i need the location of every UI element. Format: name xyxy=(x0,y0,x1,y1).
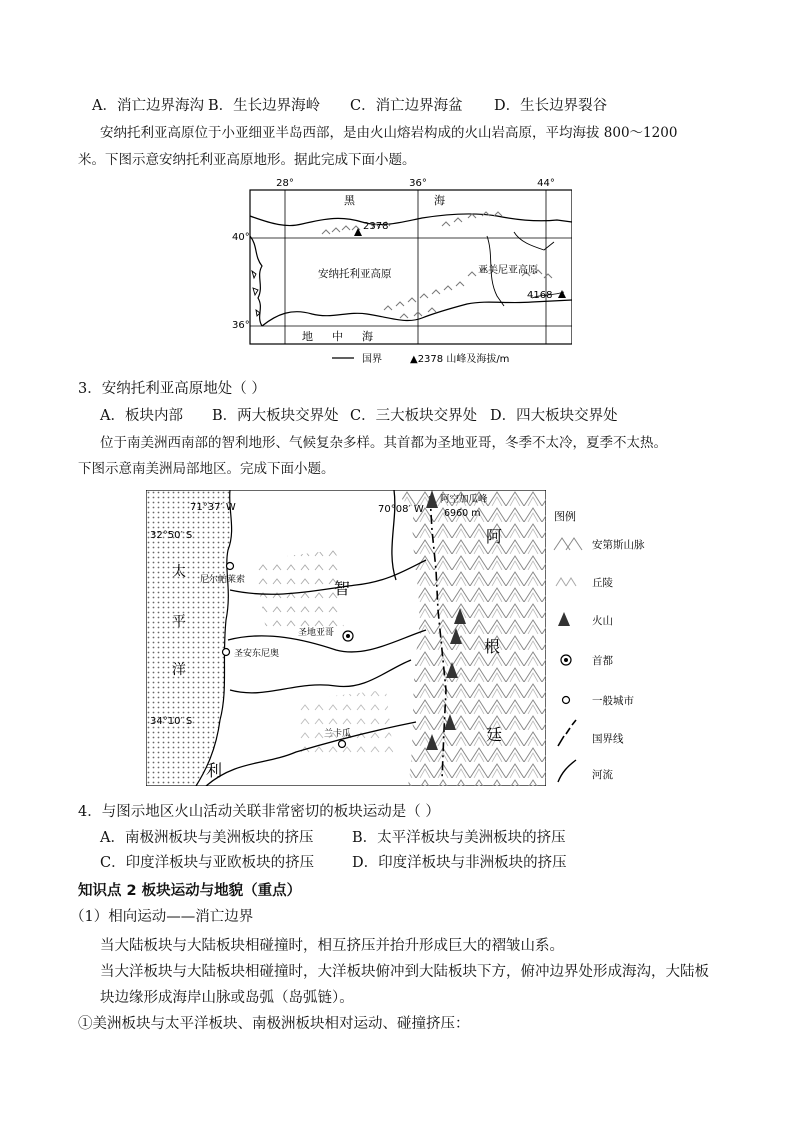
black-sea-label-1: 黑 xyxy=(344,194,355,207)
knowledge-p3: ①美洲板块与太平洋板块、南极洲板块相对运动、碰撞挤压： xyxy=(78,1016,470,1032)
legend-border-label-2: 国界线 xyxy=(592,733,624,745)
q2-option-a: A．消亡边界海沟 xyxy=(92,98,204,114)
lat-36: 36° xyxy=(232,320,250,331)
legend-andes-label: 安第斯山脉 xyxy=(592,539,645,551)
chile-char-1: 智 xyxy=(334,579,351,598)
q3-option-d: D．四大板块交界处 xyxy=(490,408,618,424)
legend-city-label: 一般城市 xyxy=(592,695,634,707)
lon-71-label: 71°37′ W xyxy=(190,502,236,513)
intro-chile-line2: 下图示意南美洲局部地区。完成下面小题。 xyxy=(78,461,335,477)
city-santiago-inner xyxy=(346,634,350,638)
q3-option-a: A．板块内部 xyxy=(100,408,183,424)
armenian-plateau-label: 亚美尼亚高原 xyxy=(478,265,538,276)
legend-hills-label: 丘陵 xyxy=(592,577,613,589)
legend-volcano-label: 火山 xyxy=(592,615,613,627)
q2-option-d: D．生长边界裂谷 xyxy=(494,98,608,114)
city-rancagua-label: 兰卡瓜 xyxy=(324,729,352,739)
black-sea-label-2: 海 xyxy=(434,194,445,207)
knowledge-heading: 知识点 2 板块运动与地貌（重点） xyxy=(78,883,302,899)
peak-2378-label: 2378 xyxy=(363,221,389,232)
legend-title: 图例 xyxy=(554,510,576,523)
lon-44: 44° xyxy=(537,178,555,189)
q2-option-c: C．消亡边界海盆 xyxy=(350,98,463,114)
city-santiago-label: 圣地亚哥 xyxy=(298,628,335,638)
pacific-char-2: 平 xyxy=(172,614,186,630)
city-sanantonio-label: 圣安东尼奥 xyxy=(234,649,280,659)
med-sea-label-3: 海 xyxy=(362,330,373,343)
q2-option-b: B．生长边界海岭 xyxy=(208,98,321,114)
argentina-char-3: 廷 xyxy=(486,725,503,744)
med-sea-label-2: 中 xyxy=(332,330,343,343)
lon-70-label: 70°08′ W xyxy=(378,504,424,515)
pacific-char-1: 太 xyxy=(172,564,186,580)
legend-capital-label: 首都 xyxy=(592,655,613,667)
city-sanantonio-marker xyxy=(223,649,230,656)
chile-map xyxy=(146,490,546,786)
chile-map-legend xyxy=(552,490,662,786)
knowledge-p2b: 块边缘形成海岸山脉或岛弧（岛弧链）。 xyxy=(100,990,354,1006)
legend-border-label: 国界 xyxy=(362,354,382,365)
anatolia-map xyxy=(232,176,572,368)
lat-40: 40° xyxy=(232,232,250,243)
chile-char-2: 利 xyxy=(206,761,223,780)
knowledge-p2a: 当大洋板块与大陆板块相碰撞时，大洋板块俯冲到大陆板块下方，俯冲边界处形成海沟，大陆板 xyxy=(100,964,709,980)
intro-anatolia-line1: 安纳托利亚高原位于小亚细亚半岛西部，是由火山熔岩构成的火山岩高原，平均海拔 800～1200 xyxy=(100,125,678,141)
lon-36: 36° xyxy=(409,178,427,189)
lon-28: 28° xyxy=(276,178,294,189)
knowledge-sub1: （1）相向运动——消亡边界 xyxy=(70,909,254,925)
legend-river-label: 河流 xyxy=(592,769,613,781)
peak-4168-label: 4168 xyxy=(527,290,553,301)
q4-question: 4．与图示地区火山活动关联非常密切的板块运动是（ ） xyxy=(78,804,440,820)
legend-peak-label: ▲2378 山峰及海拔/m xyxy=(410,354,510,365)
pacific-char-3: 洋 xyxy=(172,662,186,678)
lat-32-label: 32°50′ S xyxy=(150,530,193,541)
intro-chile-line1: 位于南美洲西南部的智利地形、气候复杂多样。其首都为圣地亚哥，冬季不太冷，夏季不太热。 xyxy=(100,435,667,451)
intro-anatolia-line2: 米。下图示意安纳托利亚高原地形。据此完成下面小题。 xyxy=(78,152,416,168)
aconcagua-height: 6960 m xyxy=(444,508,481,519)
q3-question: 3．安纳托利亚高原地处（ ） xyxy=(78,381,266,397)
anatolia-plateau-label: 安纳托利亚高原 xyxy=(318,268,392,280)
q4-option-a: A．南极洲板块与美洲板块的挤压 xyxy=(100,830,314,846)
q3-option-c: C．三大板块交界处 xyxy=(350,408,478,424)
aconcagua-label: 阿空加瓜峰 xyxy=(440,494,488,505)
argentina-char-1: 阿 xyxy=(486,527,503,546)
city-vina-marker xyxy=(227,563,234,570)
city-vina-label: 尼尔帕莱索 xyxy=(200,575,246,585)
q4-option-d: D．印度洋板块与非洲板块的挤压 xyxy=(352,855,567,871)
q3-option-b: B．两大板块交界处 xyxy=(212,408,339,424)
city-rancagua-marker xyxy=(339,741,346,748)
q4-option-b: B．太平洋板块与美洲板块的挤压 xyxy=(352,830,566,846)
argentina-char-2: 根 xyxy=(484,637,501,656)
lat-34-label: 34°10′ S xyxy=(150,716,193,727)
q4-option-c: C．印度洋板块与亚欧板块的挤压 xyxy=(100,855,315,871)
med-sea-label-1: 地 xyxy=(302,330,313,343)
knowledge-p1: 当大陆板块与大陆板块相碰撞时，相互挤压并抬升形成巨大的褶皱山系。 xyxy=(100,938,564,954)
